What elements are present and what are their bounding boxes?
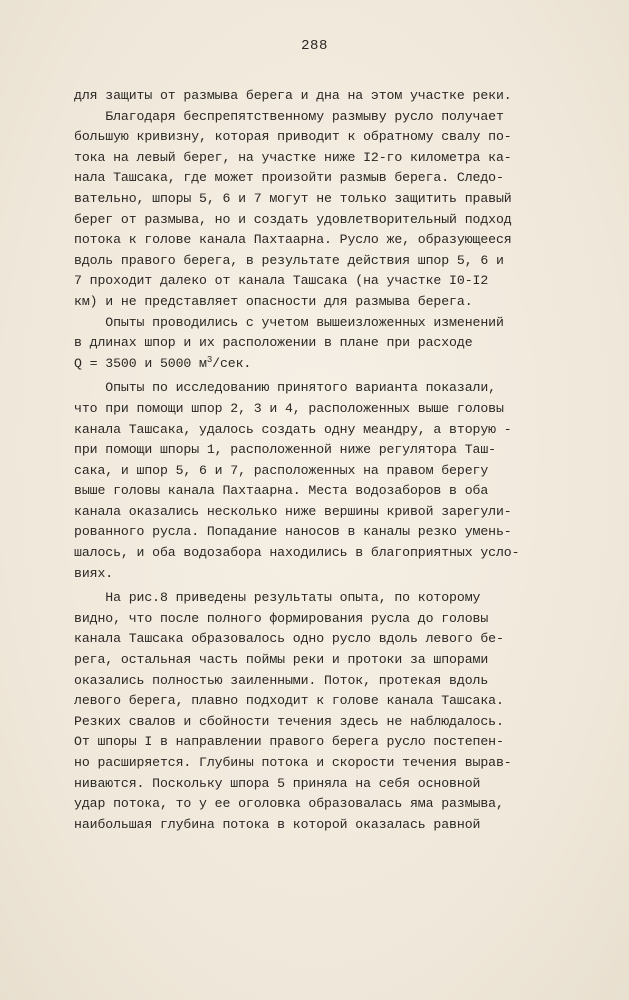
- text-line: левого берега, плавно подходит к голове канала Ташсака.: [74, 693, 504, 709]
- text-line: Резких свалов и сбойности течения здесь не наблюдалось.: [74, 713, 504, 729]
- text-line: вательно, шпоры 5, 6 и 7 могут не только защитить правый: [74, 190, 512, 206]
- text-line: удар потока, то у ее оголовка образовалась яма размыва,: [74, 796, 504, 812]
- text-line: сака, и шпор 5, 6 и 7, расположенных на правом берегу: [74, 462, 489, 478]
- text-line: наибольшая глубина потока в которой оказалась равной: [74, 816, 481, 832]
- text-line: канала Ташсака, удалось создать одну меандру, а вторую -: [74, 421, 512, 437]
- text-line: канала Ташсака образовалось одно русло вдоль левого бе-: [74, 631, 504, 647]
- text-line: что при помощи шпор 2, 3 и 4, расположенных выше головы: [74, 400, 504, 416]
- text-line: Благодаря беспрепятственному размыву русло получает: [74, 108, 504, 124]
- text-line: 7 проходит далеко от канала Ташсака (на участке I0-I2: [74, 273, 489, 289]
- text-line: в длинах шпор и их расположении в плане при расходе: [74, 335, 473, 351]
- text-line: нала Ташсака, где может произойти размыв берега. Следо-: [74, 170, 504, 186]
- text-line: виях.: [74, 565, 114, 581]
- formula-prefix: Q = 3500 и 5000 м: [74, 355, 207, 371]
- text-line: Опыты по исследованию принятого варианта показали,: [74, 380, 496, 396]
- text-line: оказались полностью заиленными. Поток, протекая вдоль: [74, 672, 489, 688]
- text-line: но расширяется. Глубины потока и скорости течения вырав-: [74, 755, 512, 770]
- text-line: ниваются. Поскольку шпора 5 приняла на себя основной: [74, 775, 481, 791]
- formula-line: [74, 354, 554, 375]
- text-line: выше головы канала Пахтаарна. Места водозаборов в оба: [74, 483, 489, 499]
- text-line: шалось, и оба водозабора находились в благоприятных усло-: [74, 545, 520, 561]
- body-text: [74, 86, 554, 835]
- text-line: для защиты от размыва берега и дна на этом участке реки.: [74, 88, 512, 103]
- text-line: км) и не представляет опасности для размыва берега.: [74, 293, 473, 309]
- text-line: Опыты проводились с учетом вышеизложенных изменений: [74, 314, 504, 330]
- text-line: потока к голове канала Пахтаарна. Русло же, образующееся: [74, 232, 512, 248]
- text-line: при помощи шпоры 1, расположенной ниже регулятора Таш-: [74, 442, 496, 458]
- formula-suffix: /сек.: [212, 355, 252, 371]
- text-line: канала оказались несколько ниже вершины кривой зарегули-: [74, 503, 512, 519]
- text-line: большую кривизну, которая приводит к обратному свалу по-: [74, 129, 512, 145]
- formula-superscript: 3: [206, 354, 213, 365]
- text-line: рега, остальная часть поймы реки и протоки за шпорами: [74, 652, 489, 668]
- text-line: берег от размыва, но и создать удовлетворительный подход: [74, 211, 512, 227]
- text-line: От шпоры I в направлении правого берега русло постепен-: [74, 734, 504, 750]
- text-line: тока на левый берег, на участке ниже I2-го километра ка-: [74, 149, 512, 165]
- text-line: вдоль правого берега, в результате действия шпор 5, 6 и: [74, 252, 504, 268]
- page-number: 288: [301, 38, 328, 54]
- text-line: На рис.8 приведены результаты опыта, по которому: [74, 590, 481, 606]
- text-line: видно, что после полного формирования русла до головы: [74, 610, 489, 626]
- text-line: рованного русла. Попадание наносов в каналы резко умень-: [74, 524, 512, 540]
